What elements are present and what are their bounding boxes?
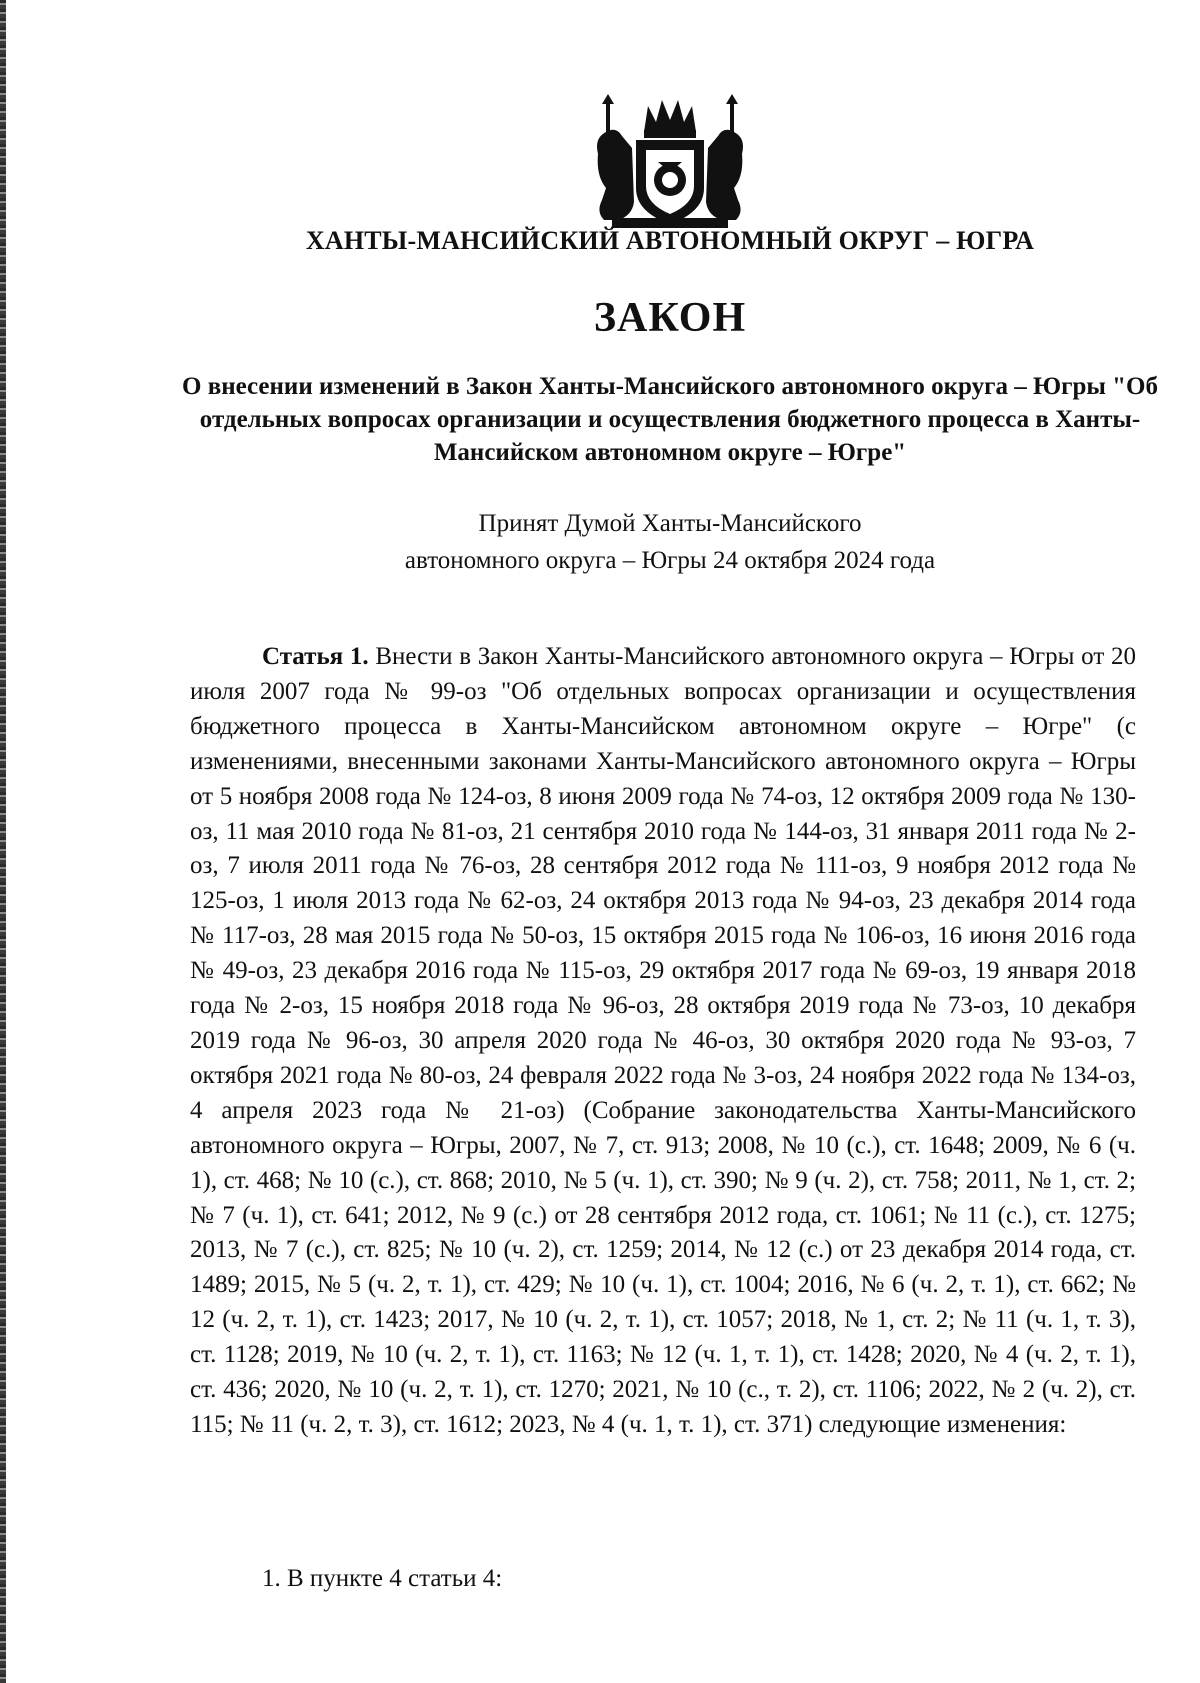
adoption-note (240, 505, 1100, 579)
adoption-line-1: Принят Думой Ханты-Мансийского (478, 510, 862, 537)
document-type-title: ЗАКОН (593, 295, 747, 341)
article-1-label: Статья 1. (262, 643, 369, 670)
coat-of-arms-icon (592, 92, 748, 230)
adoption-line-2: автономного округа – Югры 24 октября 2024 года (404, 547, 936, 574)
article-1-text: Внести в Закон Ханты-Мансийского автономного округа – Югры от 20 июля 2007 года № 99-оз "Об отдельных вопросах организации и осуществления бюджетного процесса в Ханты-Мансийском автономном округе – Югре" (с изменениями, внесенными законами Ханты-Мансийского автономного округа – Югры от 5 ноября 2008 года № 124-оз, 8 июня 2009 года № 74-оз, 12 октября 2009 года № 130-оз, 11 мая 2010 года № 81-оз, 21 сентября 2010 года № 144-оз, 31 января 2011 года № 2-оз, 7 июля 2011 года № 76-оз, 28 сентября 2012 года № 111-оз, 9 ноября 2012 года № 125-оз, 1 июля 2013 года № 62-оз, 24 октября 2013 года № 94-оз, 23 декабря 2014 года № 117-оз, 28 мая 2015 года № 50-оз, 15 октября 2015 года № 106-оз, 16 июня 2016 года № 49-оз, 23 декабря 2016 года № 115-оз, 29 октября 2017 года № 69-оз, 19 января 2018 года № 2-оз, 15 ноября 2018 года № 96-оз, 28 октября 2019 года № 73-оз, 10 декабря 2019 года № 96-оз, 30 апреля 2020 года № 46-оз, 30 октября 2020 года № 93-оз, 7 октября 2021 года № 80-оз, 24 февраля 2022 года № 3-оз, 24 ноября 2022 года № 134-оз, 4 апреля 2023 года № 21-оз) (Собрание законодательства Ханты-Мансийского автономного округа – Югры, 2007, № 7, ст. 913; 2008, № 10 (с.), ст. 1648; 2009, № 6 (ч. 1), ст. 468; № 10 (с.), ст. 868; 2010, № 5 (ч. 1), ст. 390; № 9 (ч. 2), ст. 758; 2011, № 1, ст. 2; № 7 (ч. 1), ст. 641; 2012, № 9 (с.) от 28 сентября 2012 года, ст. 1061; № 11 (с.), ст. 1275; 2013, № 7 (с.), ст. 825; № 10 (ч. 2), ст. 1259; 2014, № 12 (с.) от 23 декабря 2014 года, ст. 1489; 2015, № 5 (ч. 2, т. 1), ст. 429; № 10 (ч. 1), ст. 1004; 2016, № 6 (ч. 2, т. 1), ст. 662; № 12 (ч. 2, т. 1), ст. 1423; 2017, № 10 (ч. 2, т. 1), ст. 1057; 2018, № 1, ст. 2; № 11 (ч. 1, т. 3), ст. 1128; 2019, № 10 (ч. 2, т. 1), ст. 1163; № 12 (ч. 1, т. 1), ст. 1428; 2020, № 4 (ч. 2, т. 1), ст. 436; 2020, № 10 (ч. 2, т. 1), ст. 1270; 2021, № 10 (с., т. 2), ст. 1106; 2022, № 2 (ч. 2), ст. 115; № 11 (ч. 2, т. 3), ст. 1612; 2023, № 4 (ч. 1, т. 1), ст. 371) следующие изменения: (190, 643, 1136, 1438)
item-1-paragraph: 1. В пункте 4 статьи 4: (262, 1565, 503, 1592)
article-1-paragraph (190, 640, 1136, 1443)
region-heading: ХАНТЫ-МАНСИЙСКИЙ АВТОНОМНЫЙ ОКРУГ – ЮГРА (305, 226, 1035, 255)
law-subject-title: О внесении изменений в Закон Ханты-Мансийского автономного округа – Югры "Об отдельных вопросах организации и осуществления бюджетного процесса в Ханты-Мансийском автономном округе – Югре" (182, 373, 1158, 466)
